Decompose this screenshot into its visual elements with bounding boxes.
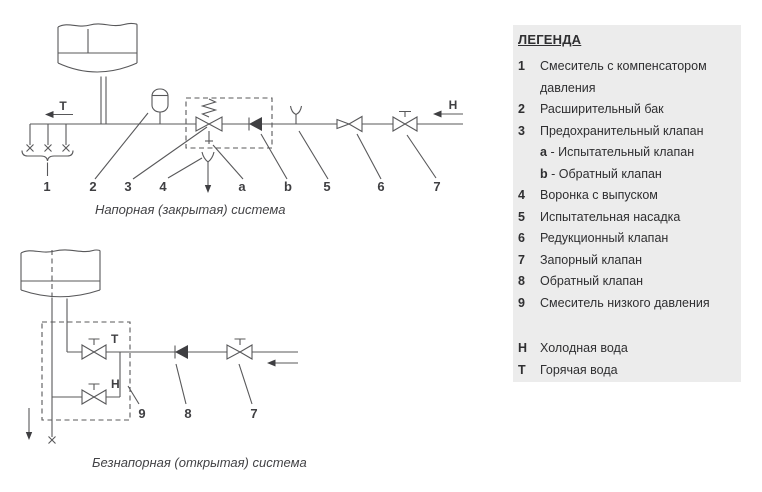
- tap-cross-icon: [45, 145, 52, 152]
- test-nozzle: [291, 106, 302, 124]
- cold-valve-label: H: [111, 377, 120, 391]
- legend-key: 7: [518, 252, 525, 267]
- open-tank: [21, 250, 100, 297]
- legend-item-3a: [518, 142, 733, 164]
- spout-cross-icon: [49, 437, 56, 444]
- hot-water-flow-arrow: [45, 99, 73, 118]
- safety-valve: [196, 99, 222, 144]
- shutoff-valve: [227, 339, 252, 359]
- callout-b: b: [284, 179, 292, 194]
- legend-text: Испытательная насадка: [540, 209, 681, 224]
- legend-text: Горячая вода: [540, 362, 618, 377]
- open-system-diagram: [0, 240, 330, 490]
- legend-title: ЛЕГЕНДА: [518, 32, 582, 47]
- callout-leader-lines: [95, 113, 436, 179]
- legend-key: T: [518, 362, 526, 377]
- callout-9: 9: [138, 406, 146, 421]
- legend-text: Смеситель низкого давления: [540, 295, 710, 310]
- callout-7: 7: [250, 406, 258, 421]
- legend-item-2: [518, 99, 733, 121]
- legend-key: 9: [518, 295, 525, 310]
- legend-item-3b: [518, 164, 733, 186]
- tap-outlets: [22, 124, 73, 176]
- legend-item-7: [518, 250, 733, 272]
- cold-water-label: H: [448, 98, 458, 112]
- spring-icon: [203, 99, 216, 117]
- legend-key: [518, 142, 540, 164]
- callout-7: 7: [433, 179, 441, 194]
- drain-funnel: [202, 152, 214, 193]
- tap-cross-icon: [27, 145, 34, 152]
- legend-text: Обратный клапан: [540, 274, 644, 288]
- tank-drop-pipe: [101, 77, 106, 124]
- shutoff-valve: [393, 112, 417, 132]
- legend-key: 4: [518, 188, 525, 202]
- legend-key: H: [518, 341, 528, 355]
- legend-item-9: [518, 293, 733, 315]
- legend-text: Смеситель с компенсатором давления: [540, 59, 707, 95]
- legend-item-cold: [518, 338, 733, 360]
- legend-key: 1: [518, 59, 525, 73]
- legend-text: Предохранительный клапан: [540, 123, 704, 138]
- legend-item-hot: [518, 360, 733, 382]
- check-valve-8: [175, 345, 188, 359]
- closed-system-diagram: [0, 0, 480, 232]
- legend-item-4: [518, 185, 733, 207]
- hot-water-label: T: [59, 99, 67, 113]
- legend-item-1: [518, 56, 733, 99]
- reducing-valve: [337, 117, 362, 132]
- callout-leader-lines: [128, 364, 252, 404]
- callout-a: a: [238, 179, 246, 194]
- legend-key: 2: [518, 102, 525, 116]
- callout-4: 4: [159, 179, 167, 194]
- legend-key: 3: [518, 123, 525, 138]
- legend-subtext: Обратный клапан: [558, 166, 662, 181]
- callout-labels: [43, 179, 440, 194]
- legend-sep: -: [550, 145, 555, 159]
- legend-key: 5: [518, 209, 525, 224]
- tap-cross-icon: [63, 145, 70, 152]
- hot-valve: [82, 332, 119, 359]
- cold-standpipe: [49, 250, 56, 444]
- cold-water-flow-arrow: [433, 98, 463, 118]
- legend-key: [518, 164, 540, 186]
- storage-tank: [58, 23, 137, 72]
- check-valve-b: [249, 117, 262, 131]
- callout-1: 1: [43, 179, 51, 194]
- legend-text: [540, 142, 733, 164]
- legend-text: [540, 164, 733, 186]
- callout-6: 6: [377, 179, 385, 194]
- legend-subkey: b: [540, 166, 548, 181]
- callout-8: 8: [184, 406, 192, 421]
- legend-subkey: a: [540, 145, 547, 159]
- brace: [22, 151, 73, 162]
- legend-item-8: [518, 271, 733, 293]
- legend-sep: -: [551, 166, 556, 181]
- legend-subtext: Испытательный клапан: [558, 145, 695, 159]
- legend-text: Воронка с выпуском: [540, 188, 658, 202]
- legend-item-6: [518, 228, 733, 250]
- cold-valve: [82, 377, 120, 404]
- legend-key: 6: [518, 231, 525, 245]
- callout-2: 2: [89, 179, 97, 194]
- closed-system-caption: Напорная (закрытая) система: [95, 202, 286, 217]
- callout-labels: [138, 406, 257, 421]
- inlet-flow-arrow: [267, 360, 298, 367]
- legend-text: Редукционный клапан: [540, 231, 669, 245]
- expansion-tank: [152, 89, 168, 124]
- hot-valve-label: T: [111, 332, 119, 346]
- legend-item-3: [518, 121, 733, 143]
- callout-3: 3: [124, 179, 132, 194]
- legend-text: Расширительный бак: [540, 102, 664, 116]
- open-system-caption: Безнапорная (открытая) система: [92, 455, 307, 470]
- legend-text: Холодная вода: [540, 341, 628, 355]
- outflow-arrow: [26, 408, 32, 440]
- legend-item-5: [518, 207, 733, 229]
- legend-text: Запорный клапан: [540, 252, 642, 267]
- callout-5: 5: [323, 179, 331, 194]
- legend-key: 8: [518, 274, 525, 288]
- legend-panel: [513, 25, 741, 382]
